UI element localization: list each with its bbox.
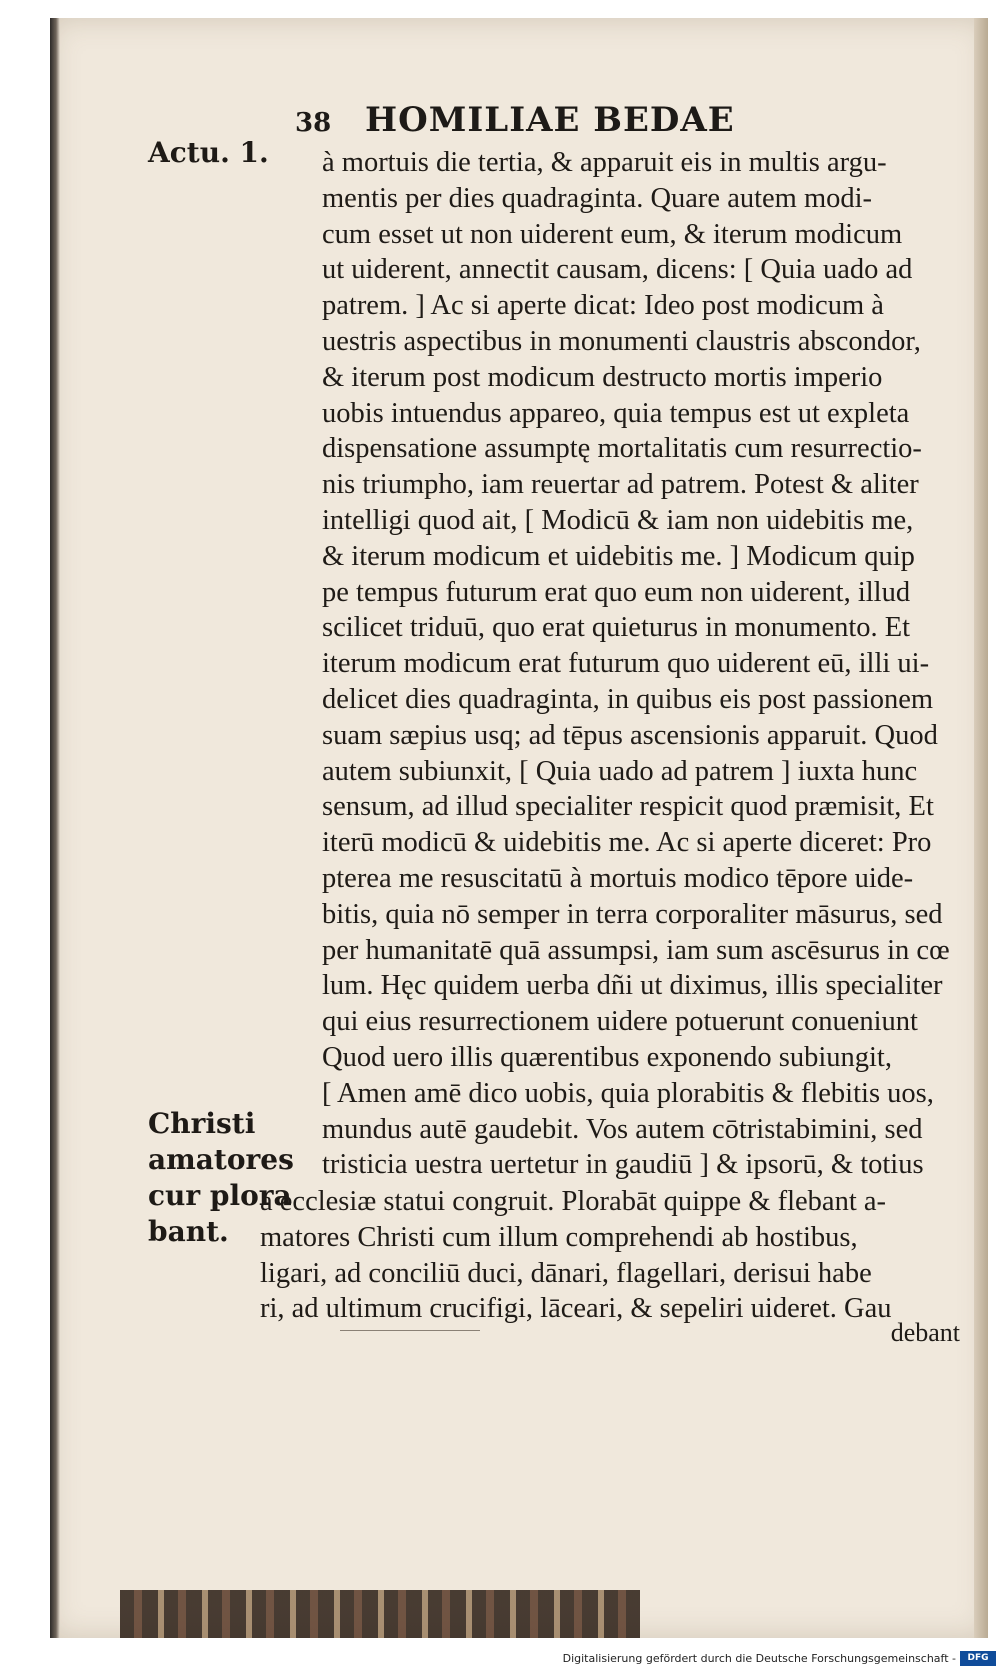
text-line: uobis intuendus appareo, quia tempus est ut expleta bbox=[322, 397, 910, 429]
text-line: tristicia uestra uertetur in gaudiū ] & ipsorū, & totius bbox=[322, 1149, 924, 1181]
text-line: dispensatione assumptę mortalitatis cum resurrectio- bbox=[322, 433, 922, 465]
text-line: & iterum modicum et uidebitis me. ] Modicum quip bbox=[322, 540, 915, 572]
text-line: scilicet triduū, quo erat quieturus in monumento. Et bbox=[322, 612, 911, 644]
text-line: ut uiderent, annectit causam, dicens: [ Quia uado ad bbox=[322, 254, 913, 286]
text-line: [ Amen amē dico uobis, quia plorabitis & flebitis uos, bbox=[322, 1077, 934, 1109]
text-line: suam sæpius usq; ad tēpus ascensionis apparuit. Quod bbox=[322, 719, 938, 751]
text-line: autem subiunxit, [ Quia uado ad patrem ] iuxta hunc bbox=[322, 755, 918, 787]
text-line: iterum modicum erat futurum quo uiderent eū, illi ui- bbox=[322, 648, 930, 680]
page-edge bbox=[974, 18, 988, 1638]
text-line: lum. Hęc quidem uerba dñi ut diximus, illis specialiter bbox=[322, 970, 943, 1002]
folio-number: 38 bbox=[295, 108, 332, 138]
text-line: qui eius resurrectionem uidere potuerunt conueniunt bbox=[322, 1006, 918, 1038]
text-line: & iterum post modicum destructo mortis imperio bbox=[322, 361, 883, 393]
page-fore-edge-strip bbox=[120, 1590, 640, 1638]
text-line: mundus autē gaudebit. Vos autem cōtristabimini, sed bbox=[322, 1113, 923, 1145]
dfg-logo: DFG bbox=[960, 1651, 996, 1666]
bottom-text-block bbox=[260, 1184, 980, 1327]
text-line: pe tempus futurum erat quo eum non uiderent, illud bbox=[322, 576, 911, 608]
page-header bbox=[240, 100, 860, 150]
text-line: mentis per dies quadraginta. Quare autem modi- bbox=[322, 182, 873, 214]
digitization-credit: Digitalisierung gefördert durch die Deutsche Forschungsgemeinschaft - bbox=[562, 1652, 956, 1665]
binding-gutter bbox=[50, 18, 60, 1638]
main-text-column bbox=[322, 145, 962, 1183]
text-line: sensum, ad illud specialiter respicit quod præmisit, Et bbox=[322, 791, 934, 823]
text-line: ri, ad ultimum crucifigi, lāceari, & sepeliri uideret. Gau bbox=[260, 1293, 892, 1325]
text-line: patrem. ] Ac si aperte dicat: Ideo post modicum à bbox=[322, 290, 884, 322]
text-line: cum esset ut non uiderent eum, & iterum modicum bbox=[322, 218, 903, 250]
marginal-note-cur-plora: cur plora bbox=[148, 1179, 292, 1212]
text-line: à mortuis die tertia, & apparuit eis in multis argu- bbox=[322, 147, 887, 178]
text-line: ligari, ad conciliū duci, dānari, flagellari, derisui habe bbox=[260, 1257, 872, 1289]
text-line: nis triumpho, iam reuertar ad patrem. Potest & aliter bbox=[322, 469, 919, 501]
underline-rule bbox=[340, 1330, 480, 1331]
marginal-note-christi: Christi bbox=[148, 1107, 256, 1140]
text-line: pterea me resuscitatū à mortuis modico tēpore uide- bbox=[322, 862, 914, 894]
marginal-note-bant: bant. bbox=[148, 1215, 229, 1248]
text-line: uestris aspectibus in monumenti claustris abscondor, bbox=[322, 325, 921, 357]
marginal-note-amatores: amatores bbox=[148, 1143, 294, 1176]
marginal-note-actu: Actu. 1. bbox=[148, 136, 269, 169]
text-line: iterū modicū & uidebitis me. Ac si aperte diceret: Pro bbox=[322, 827, 932, 859]
text-line: matores Christi cum illum comprehendi ab hostibus, bbox=[260, 1221, 858, 1253]
text-line: per humanitatē quā assumpsi, iam sum ascēsurus in cœ bbox=[322, 934, 950, 966]
footer-bar bbox=[0, 1650, 1000, 1668]
text-line: a ecclesiæ statui congruit. Plorabāt quippe & flebant a- bbox=[260, 1186, 887, 1217]
running-title: HOMILIAE BEDAE bbox=[365, 100, 735, 140]
text-line: intelligi quod ait, [ Modicū & iam non uidebitis me, bbox=[322, 504, 914, 536]
text-line: bitis, quia nō semper in terra corporaliter māsurus, sed bbox=[322, 898, 943, 930]
catchword: debant bbox=[890, 1318, 960, 1347]
text-line: delicet dies quadraginta, in quibus eis post passionem bbox=[322, 683, 934, 715]
text-line: Quod uero illis quærentibus exponendo subiungit, bbox=[322, 1041, 892, 1073]
